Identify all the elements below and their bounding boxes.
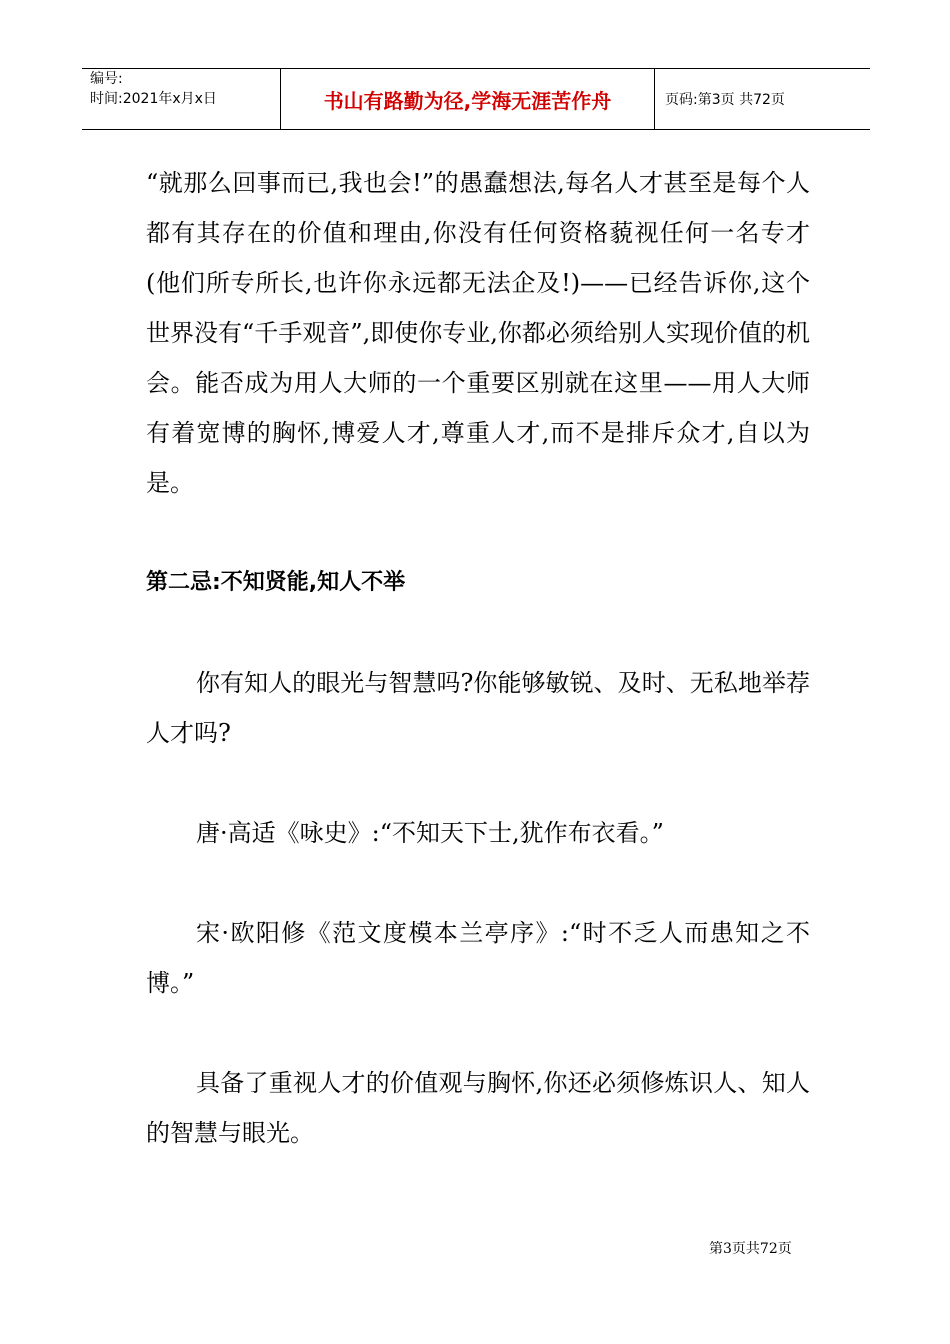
paragraph-4: 宋·欧阳修《范文度模本兰亭序》:“时不乏人而患知之不博。” (146, 919, 810, 997)
number-label: 编号: (90, 71, 123, 87)
page-header (82, 68, 870, 130)
paragraph-3: 唐·高适《咏史》:“不知天下士,犹作布衣看。” (196, 819, 664, 847)
section-heading: 第二忌:不知贤能,知人不举 (146, 570, 406, 595)
header-page-label: 页码:第3页 共72页 (665, 92, 785, 108)
paragraph-2: 你有知人的眼光与智慧吗?你能够敏锐、及时、无私地举荐人才吗? (146, 669, 810, 747)
page-footer: 第3页共72页 (709, 1241, 792, 1257)
document-body (146, 158, 810, 1158)
header-meta (82, 69, 281, 129)
paragraph-1: “就那么回事而已,我也会!”的愚蠢想法,每名人才甚至是每个人都有其存在的价值和理由,你没有任何资格藐视任何一名专才(他们所专所长,也许你永远都无法企及!)——已经告诉你,这个世界没有“千手观音”,即使你专业,你都必须给别人实现价值的机会。能否成为用人大师的一个重要区别就在这里——用人大师有着宽博的胸怀,博爱人才,尊重人才,而不是排斥众才,自以为是。 (146, 169, 810, 497)
header-motto: 书山有路勤为径,学海无涯苦作舟 (281, 69, 655, 129)
date-label: 时间:2021年x月x日 (90, 91, 217, 107)
paragraph-5: 具备了重视人才的价值观与胸怀,你还必须修炼识人、知人的智慧与眼光。 (146, 1069, 810, 1147)
